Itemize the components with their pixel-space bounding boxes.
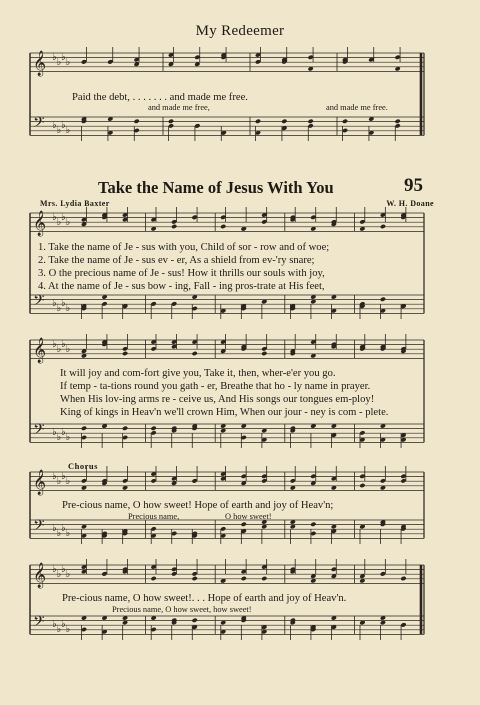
redeemer-system-flat: ♭: [56, 125, 62, 136]
redeemer-system-flat: ♭: [56, 57, 62, 68]
hymn-system-2-notehead: [122, 351, 128, 356]
hymn-system-4-notehead: [192, 576, 198, 581]
redeemer-system-notehead: [134, 119, 140, 124]
hymn-system-2-flat: ♭: [65, 432, 71, 443]
redeemer-system-flat: ♭: [61, 120, 66, 131]
hymn-system-4-flat: ♭: [52, 564, 57, 575]
music-credit: W. H. Doane: [386, 199, 434, 208]
hymn-system-2-flat: ♭: [56, 432, 62, 443]
hymn-system-4-notehead: [241, 576, 247, 581]
hymn-system-1-treble-clef: 𝄞: [33, 211, 47, 236]
hymn-system-1-flat: ♭: [56, 303, 62, 314]
hymn-system-2-notehead: [81, 426, 87, 431]
chorus-label: Chorus: [68, 461, 98, 471]
hymn-system-3-notehead: [310, 522, 316, 527]
hymn-system-1-flat: ♭: [52, 298, 57, 309]
hymn-system-1-notehead: [171, 224, 177, 229]
hymn-system-4-flat: ♭: [52, 619, 57, 630]
verse-4-line-1: 4. At the name of Je - sus bow - ing, Fall - ing pros-trate at His feet,: [38, 281, 325, 292]
hymn-system-4-flat: ♭: [56, 624, 62, 635]
hymn-system-4-notehead: [151, 576, 157, 581]
hymn-system-2-bass-clef: 𝄢: [33, 421, 45, 442]
redeemer-system-notehead: [308, 119, 314, 124]
verse-1-line-2: It will joy and com-fort give you, Take it, then, wher-e'er you go.: [60, 368, 336, 379]
hymn-system-4-notehead: [192, 618, 198, 623]
hymn-system-1-flat: ♭: [56, 217, 62, 228]
hymn-system-1-bass-clef: 𝄢: [33, 292, 45, 313]
chorus-bass-1b: O how sweet!: [225, 512, 272, 521]
hymn-system-1-notehead: [380, 297, 386, 302]
hymn-system-4-flat: ♭: [56, 569, 62, 580]
hymn-system-3-notehead: [359, 483, 365, 488]
hymn-system-3-treble-clef: 𝄞: [33, 470, 47, 495]
redeemer-system-notehead: [395, 119, 401, 124]
hymn-system-2-treble-clef: 𝄞: [33, 338, 47, 363]
hymn-system-4-notehead: [261, 576, 267, 581]
hymn-system-3-flat: ♭: [56, 528, 62, 539]
verse-4-line-2: King of kings in Heav'n we'll crown Him, When our jour - ney is com - plete.: [60, 407, 389, 418]
redeemer-system-notehead: [168, 119, 174, 124]
hymn-system-3-notehead: [241, 522, 247, 527]
hymn-system-1-notehead: [220, 224, 226, 229]
chorus-line-2: Pre-cious name, O how sweet!. . . Hope of earth and joy of Heav'n.: [62, 593, 347, 604]
previous-lyric: Paid the debt, . . . . . . . and made me free.: [72, 92, 248, 103]
redeemer-system-flat: ♭: [52, 52, 57, 63]
hymn-system-3-flat: ♭: [61, 523, 66, 534]
hymn-system-3-flat: ♭: [52, 471, 57, 482]
verse-3-line-2: When His lov-ing arms re - ceive us, And His songs our tongues em-ploy!: [60, 394, 375, 405]
verse-1-line-1: 1. Take the name of Je - sus with you, Child of sor - row and of woe;: [38, 242, 330, 253]
hymn-system-2-flat: ♭: [61, 427, 66, 438]
hymn-system-4-flat: ♭: [65, 624, 71, 635]
chorus-line-1: Pre-cious name, O how sweet! Hope of earth and joy of Heav'n;: [62, 500, 334, 511]
hymn-system-1-flat: ♭: [65, 303, 71, 314]
hymn-system-1-flat: ♭: [61, 212, 66, 223]
hymn-system-1-flat: ♭: [61, 298, 66, 309]
hymn-system-2-notehead: [192, 351, 198, 356]
hymn-system-1-notehead: [380, 224, 386, 229]
redeemer-system-notehead: [281, 119, 287, 124]
hymn-title: Take the Name of Jesus With You: [98, 178, 334, 197]
redeemer-system-notehead: [342, 119, 348, 124]
redeemer-system-flat: ♭: [61, 52, 66, 63]
hymn-system-4-flat: ♭: [65, 569, 71, 580]
hymn-system-4-flat: ♭: [61, 564, 66, 575]
redeemer-system-flat: ♭: [65, 125, 71, 136]
hymn-system-2-notehead: [151, 426, 157, 431]
hymn-system-1-flat: ♭: [65, 217, 71, 228]
redeemer-system-flat: ♭: [65, 57, 71, 68]
redeemer-system-notehead: [255, 119, 261, 124]
hymn-system-2-notehead: [122, 426, 128, 431]
hymn-system-3-bass-clef: 𝄢: [33, 517, 45, 538]
verse-2-line-1: 2. Take the name of Je - sus ev - er, As a shield from ev-'ry snare;: [38, 255, 315, 266]
hymn-system-2-flat: ♭: [52, 339, 57, 350]
hymn-system-3-flat: ♭: [61, 471, 66, 482]
hymn-system-1-flat: ♭: [52, 212, 57, 223]
hymn-system-3-flat: ♭: [52, 523, 57, 534]
hymn-system-2-flat: ♭: [61, 339, 66, 350]
redeemer-system-flat: ♭: [52, 120, 57, 131]
hymn-system-2-notehead: [261, 351, 267, 356]
hymn-system-4-treble-clef: 𝄞: [33, 563, 47, 588]
words-credit: Mrs. Lydia Baxter: [40, 199, 110, 208]
hymn-system-4-notehead: [400, 576, 406, 581]
hymn-system-4-flat: ♭: [61, 619, 66, 630]
hymn-system-4-bass-clef: 𝄢: [33, 613, 45, 634]
redeemer-system-bass-clef: 𝄢: [33, 114, 45, 135]
chorus-bass-2: Precious name, O how sweet, how sweet!: [112, 605, 252, 614]
previous-echo-1: and made me free,: [148, 103, 210, 112]
verse-2-line-2: If temp - ta-tions round you gath - er, Breathe that ho - ly name in prayer.: [60, 381, 371, 392]
hymn-number: 95: [404, 175, 423, 196]
hymn-system-2-flat: ♭: [52, 427, 57, 438]
redeemer-system-treble-clef: 𝄞: [33, 51, 47, 76]
verse-3-line-1: 3. O the precious name of Je - sus! How it thrills our souls with joy,: [38, 268, 325, 279]
hymn-system-3-flat: ♭: [65, 476, 71, 487]
hymn-system-2-flat: ♭: [56, 344, 62, 355]
hymn-system-3-flat: ♭: [56, 476, 62, 487]
previous-echo-2: and made me free.: [326, 103, 388, 112]
previous-hymn-title: My Redeemer: [195, 23, 285, 39]
hymn-system-2-flat: ♭: [65, 344, 71, 355]
chorus-bass-1a: Precious name,: [128, 512, 180, 521]
hymn-system-3-flat: ♭: [65, 528, 71, 539]
